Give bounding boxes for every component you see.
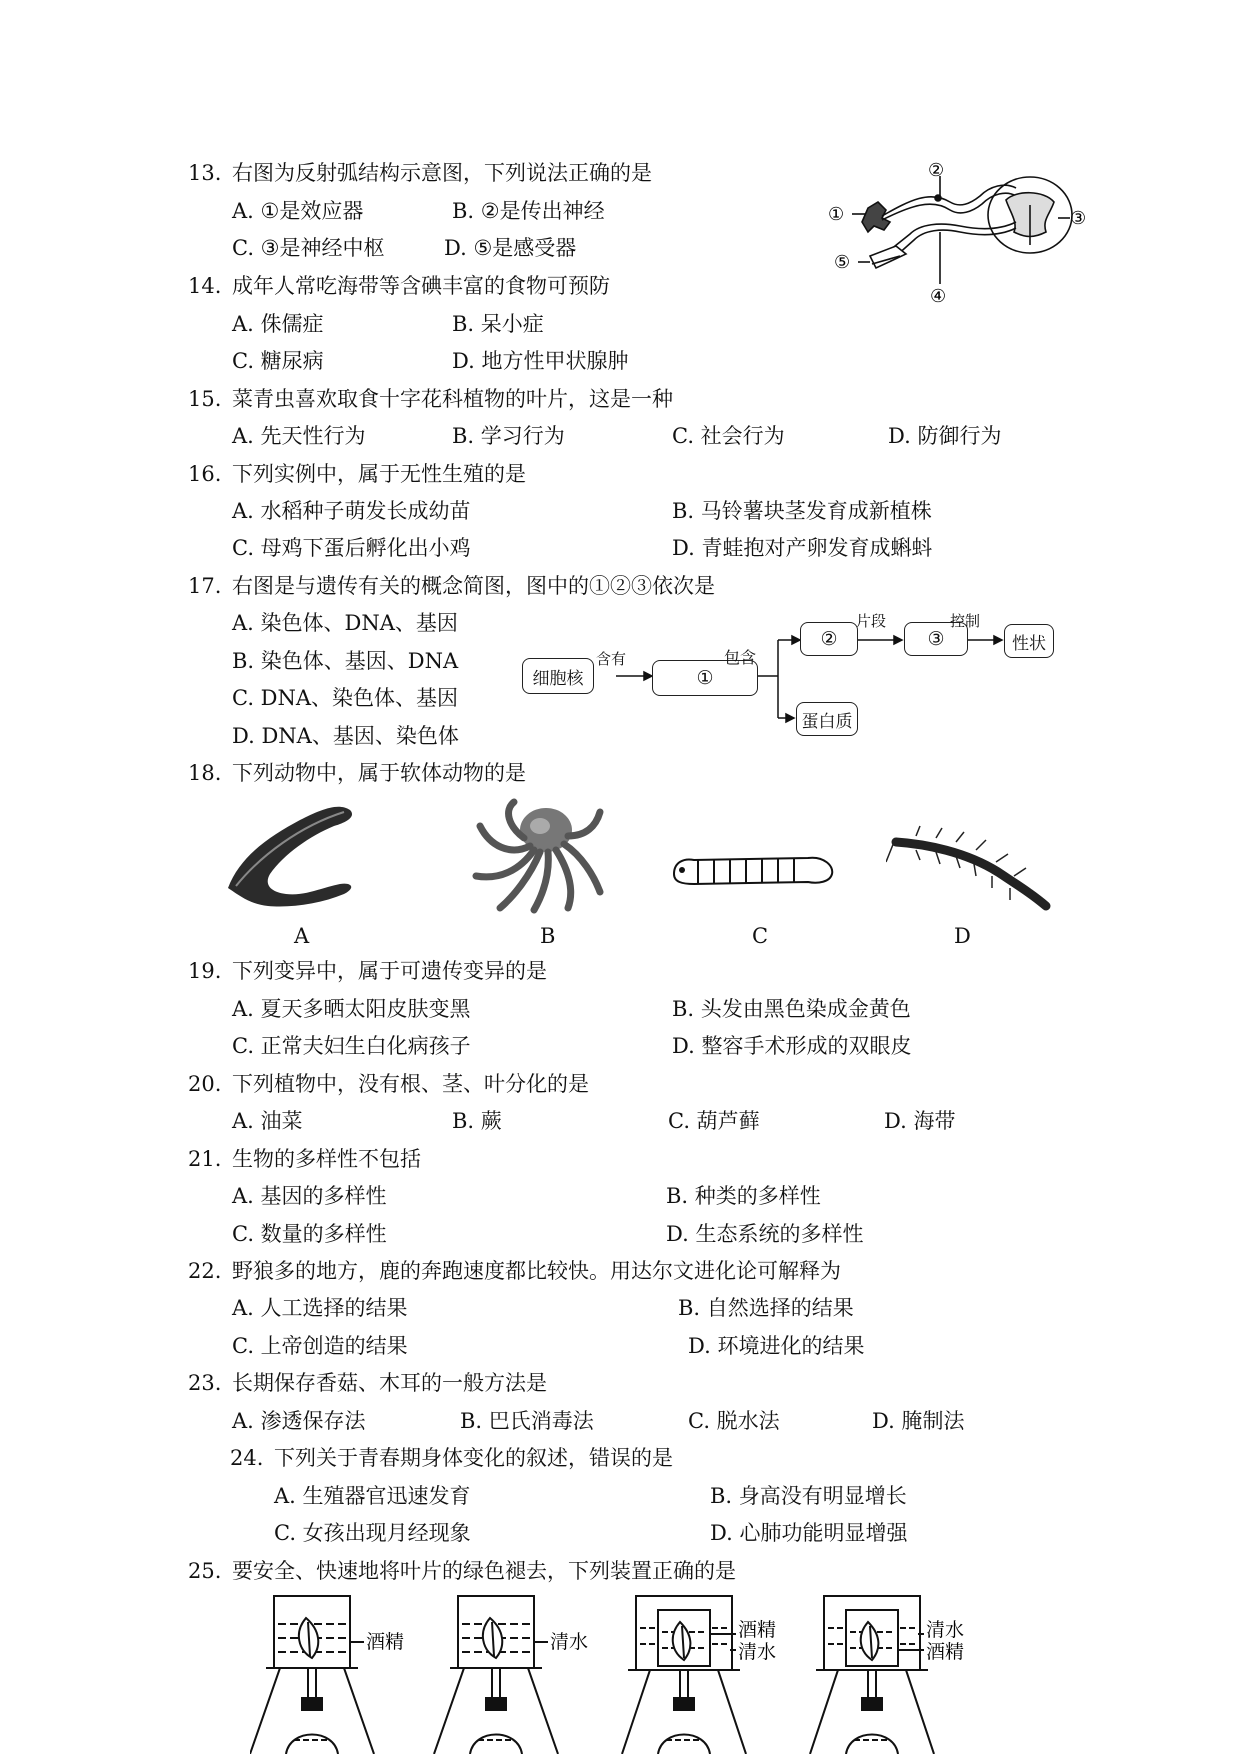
question-16: 16. 下列实例中，属于无性生殖的是	[188, 462, 526, 486]
node-3: ③	[904, 622, 968, 656]
q22-option-a[interactable]: A. 人工选择的结果	[232, 1296, 408, 1320]
question-13: 13. 右图为反射弧结构示意图，下列说法正确的是	[188, 161, 652, 185]
centipede-image	[886, 822, 1056, 912]
silkworm-image	[668, 840, 838, 896]
reflex-label-2: ②	[928, 160, 945, 181]
q13-option-b[interactable]: B. ②是传出神经	[452, 199, 605, 223]
q16-option-b[interactable]: B. 马铃薯块茎发育成新植株	[672, 499, 932, 523]
q18-option-c[interactable]: C	[752, 924, 769, 948]
q16-option-a[interactable]: A. 水稻种子萌发长成幼苗	[232, 499, 471, 523]
q15-option-a[interactable]: A. 先天性行为	[232, 424, 366, 448]
q16-option-c[interactable]: C. 母鸡下蛋后孵化出小鸡	[232, 536, 471, 560]
q21-option-b[interactable]: B. 种类的多样性	[666, 1184, 821, 1208]
q19-option-c[interactable]: C. 正常夫妇生白化病孩子	[232, 1034, 471, 1058]
question-15: 15. 菜青虫喜欢取食十字花科植物的叶片，这是一种	[188, 387, 673, 411]
question-17: 17. 右图是与遗传有关的概念简图，图中的①②③依次是	[188, 574, 715, 598]
q23-option-d[interactable]: D. 腌制法	[872, 1409, 965, 1433]
beaker-1-label: 酒精	[366, 1631, 405, 1653]
octopus-image	[460, 796, 610, 916]
q18-option-b[interactable]: B	[540, 924, 556, 948]
beaker-apparatus-row	[250, 1588, 1110, 1754]
beaker-3	[622, 1596, 746, 1754]
q20-option-a[interactable]: A. 油菜	[232, 1109, 303, 1133]
q13-option-d[interactable]: D. ⑤是感受器	[444, 236, 577, 260]
q22-option-c[interactable]: C. 上帝创造的结果	[232, 1334, 408, 1358]
q21-option-c[interactable]: C. 数量的多样性	[232, 1222, 387, 1246]
q15-option-d[interactable]: D. 防御行为	[888, 424, 1002, 448]
question-19: 19. 下列变异中，属于可遗传变异的是	[188, 959, 547, 983]
reflex-label-4: ④	[930, 286, 947, 305]
q14-option-b[interactable]: B. 呆小症	[452, 312, 544, 336]
question-20: 20. 下列植物中，没有根、茎、叶分化的是	[188, 1072, 589, 1096]
q19-option-a[interactable]: A. 夏天多晒太阳皮肤变黑	[232, 997, 471, 1021]
question-24: 24. 下列关于青春期身体变化的叙述，错误的是	[230, 1446, 673, 1470]
beaker-2-label: 清水	[550, 1631, 589, 1653]
edge-includes: 包含	[724, 648, 757, 667]
q15-option-c[interactable]: C. 社会行为	[672, 424, 785, 448]
q24-option-c[interactable]: C. 女孩出现月经现象	[274, 1521, 471, 1545]
q19-option-d[interactable]: D. 整容手术形成的双眼皮	[672, 1034, 912, 1058]
q17-option-b[interactable]: B. 染色体、基因、DNA	[232, 649, 459, 673]
beaker-3-label-top: 酒精	[738, 1619, 777, 1641]
q24-option-d[interactable]: D. 心肺功能明显增强	[710, 1521, 908, 1545]
q20-option-d[interactable]: D. 海带	[884, 1109, 956, 1133]
q22-option-b[interactable]: B. 自然选择的结果	[678, 1296, 854, 1320]
q17-option-a[interactable]: A. 染色体、DNA、基因	[232, 611, 458, 635]
node-protein: 蛋白质	[796, 702, 858, 736]
beaker-3-label-bottom: 清水	[738, 1641, 777, 1663]
q14-option-c[interactable]: C. 糖尿病	[232, 349, 324, 373]
q23-option-a[interactable]: A. 渗透保存法	[232, 1409, 366, 1433]
q23-option-b[interactable]: B. 巴氏消毒法	[460, 1409, 594, 1433]
q20-option-c[interactable]: C. 葫芦藓	[668, 1109, 760, 1133]
question-14: 14. 成年人常吃海带等含碘丰富的食物可预防	[188, 274, 610, 298]
question-22: 22. 野狼多的地方，鹿的奔跑速度都比较快。用达尔文进化论可解释为	[188, 1259, 841, 1283]
q21-option-d[interactable]: D. 生态系统的多样性	[666, 1222, 864, 1246]
node-nucleus: 细胞核	[522, 658, 594, 694]
beaker-4-label-top: 清水	[926, 1619, 965, 1641]
reflex-label-1: ①	[828, 204, 845, 225]
q18-option-d[interactable]: D	[954, 924, 971, 948]
q22-option-d[interactable]: D. 环境进化的结果	[688, 1334, 865, 1358]
q16-option-d[interactable]: D. 青蛙抱对产卵发育成蝌蚪	[672, 536, 933, 560]
reflex-label-5: ⑤	[834, 252, 851, 273]
earthworm-image	[220, 796, 370, 912]
q21-option-a[interactable]: A. 基因的多样性	[232, 1184, 387, 1208]
q14-option-d[interactable]: D. 地方性甲状腺肿	[452, 349, 629, 373]
question-25: 25. 要安全、快速地将叶片的绿色褪去，下列装置正确的是	[188, 1559, 736, 1583]
beaker-2	[434, 1596, 558, 1754]
q13-option-a[interactable]: A. ①是效应器	[232, 199, 364, 223]
question-23: 23. 长期保存香菇、木耳的一般方法是	[188, 1371, 547, 1395]
question-18: 18. 下列动物中，属于软体动物的是	[188, 761, 526, 785]
beaker-4-label-bottom: 酒精	[926, 1641, 965, 1663]
q20-option-b[interactable]: B. 蕨	[452, 1109, 502, 1133]
q19-option-b[interactable]: B. 头发由黑色染成金黄色	[672, 997, 911, 1021]
q13-option-c[interactable]: C. ③是神经中枢	[232, 236, 385, 260]
node-trait: 性状	[1004, 624, 1054, 658]
q24-option-b[interactable]: B. 身高没有明显增长	[710, 1484, 907, 1508]
q17-option-c[interactable]: C. DNA、染色体、基因	[232, 686, 459, 710]
q23-option-c[interactable]: C. 脱水法	[688, 1409, 780, 1433]
q18-option-a[interactable]: A	[294, 924, 310, 948]
beaker-4	[810, 1596, 934, 1754]
edge-controls: 控制	[950, 612, 981, 630]
q24-option-a[interactable]: A. 生殖器官迅速发育	[274, 1484, 471, 1508]
reflex-label-3: ③	[1070, 208, 1087, 229]
node-1: ①	[652, 660, 758, 696]
q17-option-d[interactable]: D. DNA、基因、染色体	[232, 724, 459, 748]
q14-option-a[interactable]: A. 侏儒症	[232, 312, 324, 336]
beaker-1	[250, 1596, 374, 1754]
reflex-arc-diagram	[820, 160, 1090, 305]
question-21: 21. 生物的多样性不包括	[188, 1147, 421, 1171]
edge-contains: 含有	[596, 650, 627, 668]
node-2: ②	[800, 622, 858, 656]
edge-fragment: 片段	[856, 612, 887, 630]
q15-option-b[interactable]: B. 学习行为	[452, 424, 565, 448]
